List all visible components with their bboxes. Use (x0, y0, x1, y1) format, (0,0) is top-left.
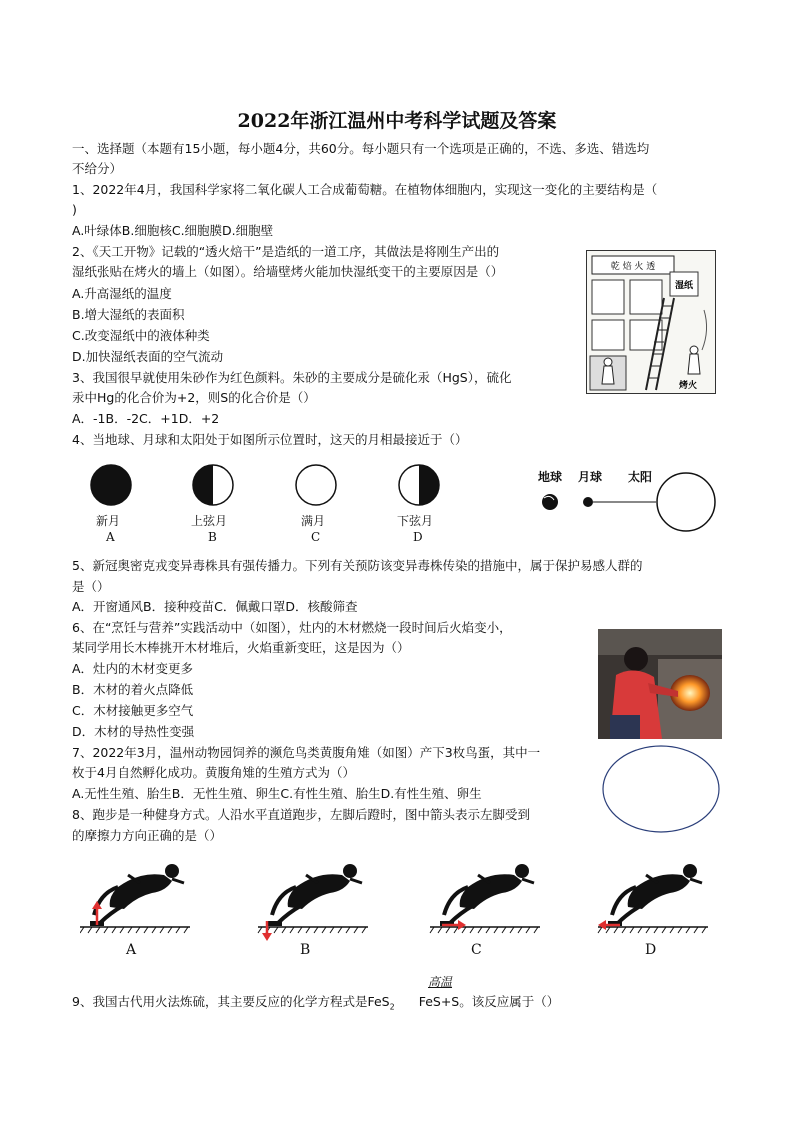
q3-stem-1: 3、我国很早就使用朱砂作为红色颜料。朱砂的主要成分是硫化汞（HgS），硫化 (72, 370, 512, 385)
q2-figure-label-fire: 烤火 (678, 381, 698, 391)
phase-full-moon-icon (296, 465, 336, 505)
q1-stem-1: 1、2022年4月，我国科学家将二氧化碳人工合成葡萄糖。在植物体细胞内，实现这一变化的主要结构是（ (72, 182, 658, 197)
q6-option-a: A．灶内的木材变更多 (72, 661, 194, 676)
moon-label: 月球 (578, 470, 603, 484)
q8-stem-1: 8、跑步是一种健身方式。人沿水平直道跑步，左脚后蹬时，图中箭头表示左脚受到 (72, 807, 530, 822)
page-title: 2022年浙江温州中考科学试题及答案 (237, 110, 557, 132)
phase-letter-c: C (311, 530, 321, 544)
q6-stem-2: 某同学用长木棒挑开木材堆后，火焰重新变旺，这是因为（） (72, 640, 410, 655)
phase-last-quarter-icon (399, 465, 439, 505)
q3-stem-2 (72, 389, 316, 407)
q4-phases-figure (80, 458, 460, 548)
q6-cooking-photo (598, 629, 722, 739)
q9-reaction-condition: 高温 (428, 975, 453, 989)
phase-label-c: 满月 (301, 514, 326, 528)
q7-stem-1: 7、2022年3月，温州动物园饲养的濒危鸟类黄腹角雉（如图）产下3枚鸟蛋，其中一 (72, 745, 541, 760)
phase-letter-d: D (413, 530, 423, 544)
runner-a (80, 864, 190, 933)
runner-d (598, 864, 708, 933)
q8-runners-figure (80, 857, 720, 941)
phase-letter-a: A (106, 530, 115, 544)
q2-option-c: C.改变湿纸中的液体种类 (72, 328, 210, 343)
q6-option-c: C．木材接触更多空气 (72, 703, 194, 718)
q2-figure-banner: 乾 焙 火 透 (610, 262, 656, 272)
q8-letter-a: A (126, 942, 137, 958)
q2-stem-1: 2、《天工开物》记载的“透火焙干”是造纸的一道工序，其做法是将刚生产出的 (72, 244, 500, 259)
q1-options: A.叶绿体B.细胞核C.细胞膜D.细胞壁 (72, 223, 274, 238)
runner-c (430, 864, 540, 933)
q2-option-d: D.加快湿纸表面的空气流动 (72, 349, 224, 364)
q9-stem-post: FeS+S。该反应属于（） (418, 994, 560, 1009)
phase-new-moon-icon (91, 465, 131, 505)
phase-label-d: 下弦月 (397, 514, 434, 528)
q8-letter-b: B (300, 942, 311, 958)
earth-label: 地球 (538, 470, 563, 484)
phase-label-b: 上弦月 (191, 514, 228, 528)
sun-icon (657, 473, 715, 531)
phase-first-quarter-icon (193, 465, 233, 505)
q1-stem-2: ) (72, 202, 77, 217)
q8-letter-d: D (645, 942, 657, 958)
q2-figure (586, 250, 716, 394)
q5-stem-2: 是（） (72, 579, 110, 594)
q3-options: A．-1B．-2C．+1D．+2 (72, 411, 220, 426)
phase-letter-b: B (208, 530, 217, 544)
q4-stem: 4、当地球、月球和太阳处于如图所示位置时，这天的月相最接近于（） (72, 432, 468, 447)
q3-stem-2b: g的化合价为+2，则S的化合价是（） (106, 390, 316, 405)
q9-stem-pre: 9、我国古代用火法炼硫，其主要反应的化学方程式是FeS (72, 994, 390, 1009)
q5-stem-1: 5、新冠奥密克戎变异毒株具有强传播力。下列有关预防该变异毒株传染的措施中，属于保护易感人群的 (72, 558, 643, 573)
q9-subscript: 2 (389, 1002, 395, 1012)
sun-label: 太阳 (628, 470, 653, 484)
q5-options: A．开窗通风B．接种疫苗C．佩戴口罩D．核酸筛查 (72, 599, 358, 614)
q3-stem-2a: 汞中H (72, 390, 107, 405)
earth-moon-sun-figure (536, 466, 720, 532)
q7-stem-2: 枚于4月自然孵化成功。黄腹角雉的生殖方式为（） (72, 765, 355, 780)
q8-stem-2: 的摩擦力方向正确的是（） (72, 828, 223, 843)
q6-option-b: B．木材的着火点降低 (72, 682, 194, 697)
q2-figure-label-wetpaper: 湿纸 (674, 281, 694, 291)
q6-option-d: D．木材的导热性变强 (72, 724, 195, 739)
q2-option-b: B.增大湿纸的表面积 (72, 307, 185, 322)
q6-stem-1: 6、在“烹饪与营养”实践活动中（如图），灶内的木材燃烧一段时间后火焰变小， (72, 620, 512, 635)
phase-label-a: 新月 (96, 514, 121, 528)
section-heading-2: 不给分） (72, 161, 123, 176)
section-heading-1: 一、选择题（本题有15小题，每小题4分，共60分。每小题只有一个选项是正确的，不选、多选、错选均 (72, 141, 650, 156)
q2-option-a: A.升高湿纸的温度 (72, 286, 172, 301)
moon-icon (583, 497, 593, 507)
q2-stem-2: 湿纸张贴在烤火的墙上（如图）。给墙壁烤火能加快湿纸变干的主要原因是（） (72, 264, 504, 279)
q9-stem (72, 993, 559, 1017)
runner-b (258, 864, 368, 941)
q7-bird-figure (600, 744, 722, 834)
q7-options: A.无性生殖、胎生B．无性生殖、卵生C.有性生殖、胎生D.有性生殖、卵生 (72, 786, 482, 801)
q8-letter-c: C (471, 942, 482, 958)
